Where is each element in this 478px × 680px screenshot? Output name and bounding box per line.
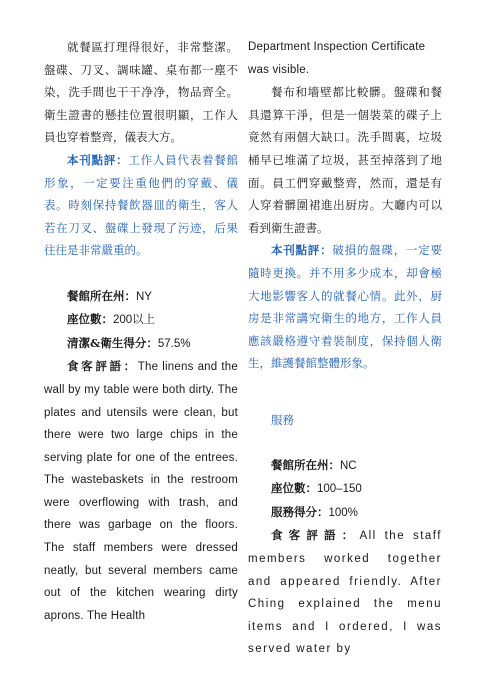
info-value: 200以上 bbox=[113, 314, 156, 327]
review-continuation: Department Inspection Certificate was visible. bbox=[248, 41, 426, 76]
info-score bbox=[44, 332, 238, 356]
info-value: NY bbox=[136, 290, 152, 303]
comment-text: 破損的盤碟，一定要隨時更換。并不用多少成本，却會極大地影響客人的就餐心情。此外，厨房是非常講究衛生的地方，工作人員應該嚴格遵守着裝制度，保持個人衛生，維護餐館整體形象。 bbox=[248, 243, 443, 371]
info-value: 57.5% bbox=[157, 337, 191, 350]
info-value: 100–150 bbox=[317, 483, 362, 496]
comment-label: 本刊點評： bbox=[67, 152, 129, 167]
diner-review bbox=[248, 524, 442, 661]
info-label: 餐館所在州： bbox=[271, 457, 340, 472]
spacer bbox=[248, 375, 442, 398]
info-label: 座位數： bbox=[67, 312, 113, 327]
info-value: NC bbox=[340, 459, 357, 472]
info-label: 座位數： bbox=[271, 481, 317, 496]
info-seats bbox=[248, 477, 442, 501]
editor-comment bbox=[248, 239, 442, 375]
comment-text: 工作人員代表着餐館形象，一定要注重他們的穿戴、儀表。時刻保持餐飲器皿的衛生，客人若在刀叉、盤碟上發現了污迹，后果往往是非常嚴重的。 bbox=[44, 152, 239, 258]
intro-paragraph: 就餐區打理得很好，非常整潔。盤碟、刀叉、調味罐、桌布都一塵不染，洗手間也干干净净，物品齊全。衛生證書的懸挂位置很明顯，工作人員也穿着整齊，儀表大方。 bbox=[44, 40, 238, 145]
info-score bbox=[248, 501, 442, 525]
spacer bbox=[248, 431, 442, 454]
left-column bbox=[44, 36, 238, 627]
info-seats bbox=[44, 308, 238, 332]
section-title: 服務 bbox=[271, 412, 294, 427]
info-state bbox=[44, 285, 238, 309]
review-text: All the staff members worked together and appeared friendly. After Ching explained the menu items and I ordered, I was served water by bbox=[248, 530, 442, 656]
right-column bbox=[248, 36, 442, 661]
info-label: 清潔&衛生得分： bbox=[67, 335, 158, 350]
review-label: 食客評語： bbox=[271, 528, 360, 543]
diner-review bbox=[44, 355, 238, 627]
comment-label: 本刊點評： bbox=[271, 243, 333, 258]
info-label: 服務得分： bbox=[271, 504, 329, 519]
chinese-review-paragraph: 餐布和墻壁都比較髒。盤碟和餐具還算干淨，但是一個裝菜的碟子上竟然有兩個大缺口。洗手間裏，垃圾桶早已堆滿了垃圾，甚至掉落到了地面。員工們穿戴整齊，然而，還是有人穿着髒圍裙進出厨房。大廳内可以看到衛生證書。 bbox=[248, 85, 442, 235]
info-label: 餐館所在州： bbox=[67, 288, 136, 303]
info-state bbox=[248, 454, 442, 478]
editor-comment bbox=[44, 149, 238, 262]
info-value: 100% bbox=[328, 506, 358, 519]
review-label: 食客評語： bbox=[67, 359, 138, 374]
spacer bbox=[44, 262, 238, 285]
review-text: The linens and the wall by my table were both dirty. The plates and utensils were clean, but there were two large chips in the serving plate for one of the entrees. The wastebaskets in the restroom were overflowing with trash, and there was garbage on the floors. The staff members were dressed neatly, but several members came out of the kitchen wearing dirty aprons. The Health bbox=[44, 361, 238, 622]
